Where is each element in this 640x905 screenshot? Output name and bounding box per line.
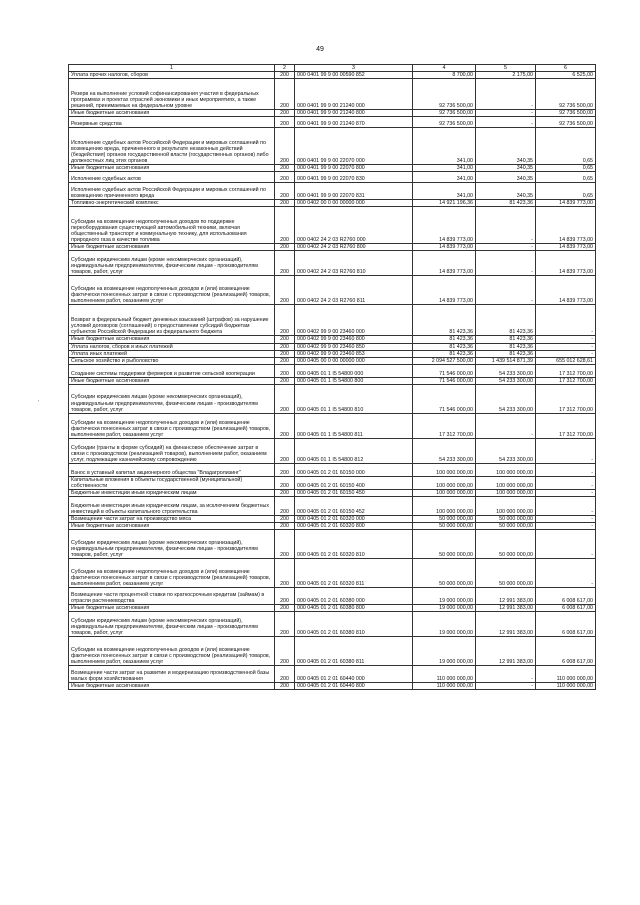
row-budget-code-cell: 000 0402 00 0 00 00000 000 xyxy=(295,199,413,206)
table-row xyxy=(69,343,596,350)
table-row xyxy=(69,530,596,559)
row-name-cell: Иные бюджетные ассигнования xyxy=(69,682,275,689)
row-budget-code-cell: 000 0401 99 9 00 22070 800 xyxy=(295,165,413,172)
row-approved-cell: 2 094 527 500,00 xyxy=(413,357,476,364)
row-executed-cell: 100 000 000,00 xyxy=(476,497,536,516)
row-unexecuted-cell: 0,65 xyxy=(536,183,596,200)
row-line-code-cell: 200 xyxy=(275,117,295,128)
table-row xyxy=(69,637,596,666)
table-row xyxy=(69,384,596,413)
table-row xyxy=(69,463,596,476)
table-row xyxy=(69,72,596,79)
table-row xyxy=(69,477,596,490)
row-approved-cell: 14 839 773,00 xyxy=(413,244,476,251)
row-approved-cell: 50 000 000,00 xyxy=(413,523,476,530)
row-executed-cell: 12 991 383,00 xyxy=(476,604,536,611)
row-budget-code-cell: 000 0405 01 2 01 60380 811 xyxy=(295,637,413,666)
row-unexecuted-cell: - xyxy=(536,438,596,463)
row-approved-cell: 341,00 xyxy=(413,183,476,200)
row-budget-code-cell: 000 0405 01 2 01 60320 811 xyxy=(295,559,413,588)
row-line-code-cell: 200 xyxy=(275,183,295,200)
table-row xyxy=(69,611,596,636)
row-unexecuted-cell: - xyxy=(536,490,596,497)
table-row xyxy=(69,438,596,463)
table-row xyxy=(69,523,596,530)
row-executed-cell: 100 000 000,00 xyxy=(476,477,536,490)
row-unexecuted-cell: - xyxy=(536,497,596,516)
row-unexecuted-cell: 17 312 700,00 xyxy=(536,384,596,413)
row-line-code-cell: 200 xyxy=(275,516,295,523)
row-line-code-cell: 200 xyxy=(275,497,295,516)
row-approved-cell: 341,00 xyxy=(413,172,476,183)
table-row xyxy=(69,497,596,516)
row-line-code-cell: 200 xyxy=(275,244,295,251)
header-cell-3: 3 xyxy=(295,65,413,72)
table-row xyxy=(69,79,596,110)
row-name-cell: Иные бюджетные ассигнования xyxy=(69,165,275,172)
row-line-code-cell: 200 xyxy=(275,336,295,343)
row-name-cell: Возврат в федеральный бюджет денежных взысканий (штрафов) за нарушение условий договоров (соглашений) о предоставлении субсидий бюджетам субъектов Российской Федерации из федерального бюджета xyxy=(69,305,275,336)
row-budget-code-cell: 000 0405 01 2 01 60320 800 xyxy=(295,523,413,530)
row-unexecuted-cell: 14 839 773,00 xyxy=(536,206,596,243)
row-line-code-cell: 200 xyxy=(275,343,295,350)
row-unexecuted-cell: - xyxy=(536,559,596,588)
row-approved-cell: 92 736 500,00 xyxy=(413,117,476,128)
row-approved-cell: 81 423,36 xyxy=(413,305,476,336)
row-approved-cell: 14 839 773,00 xyxy=(413,276,476,305)
row-executed-cell: 100 000 000,00 xyxy=(476,463,536,476)
row-budget-code-cell: 000 0402 99 9 00 23460 853 xyxy=(295,350,413,357)
table-row xyxy=(69,364,596,377)
table-row xyxy=(69,490,596,497)
row-approved-cell: 92 736 500,00 xyxy=(413,110,476,117)
row-approved-cell: 81 423,36 xyxy=(413,343,476,350)
row-line-code-cell: 200 xyxy=(275,637,295,666)
table-row xyxy=(69,559,596,588)
row-approved-cell: 54 233 300,00 xyxy=(413,438,476,463)
row-unexecuted-cell: 92 736 500,00 xyxy=(536,110,596,117)
row-unexecuted-cell: 14 839 773,00 xyxy=(536,244,596,251)
row-budget-code-cell: 000 0401 99 9 00 21240 000 xyxy=(295,79,413,110)
row-unexecuted-cell: 0,65 xyxy=(536,165,596,172)
row-approved-cell: 19 000 000,00 xyxy=(413,637,476,666)
row-budget-code-cell: 000 0402 24 2 03 R2760 811 xyxy=(295,276,413,305)
row-unexecuted-cell: 17 312 700,00 xyxy=(536,377,596,384)
row-unexecuted-cell: 6 008 617,00 xyxy=(536,611,596,636)
row-name-cell: Субсидии юридическим лицам (кроме некоммерческих организаций), индивидуальным предпринимателям, физическим лицам - производителям товаров, работ, услуг xyxy=(69,530,275,559)
row-budget-code-cell: 000 0405 01 2 01 60150 000 xyxy=(295,463,413,476)
row-executed-cell: 81 423,36 xyxy=(476,305,536,336)
budget-table xyxy=(68,64,596,690)
row-budget-code-cell: 000 0405 01 2 01 60440 000 xyxy=(295,665,413,682)
row-name-cell: Исполнение судебных актов xyxy=(69,172,275,183)
row-budget-code-cell: 000 0402 99 9 00 23460 850 xyxy=(295,343,413,350)
row-unexecuted-cell: 17 312 700,00 xyxy=(536,413,596,438)
row-name-cell: Иные бюджетные ассигнования xyxy=(69,523,275,530)
row-name-cell: Исполнение судебных актов Российской Федерации и мировых соглашений по возмещению вреда, причиненного в результате незаконных действий (бездействия) органов государственной власти (государственных органов) либо должностных лиц этих органов xyxy=(69,128,275,165)
row-budget-code-cell: 000 0405 01 1 I5 54800 800 xyxy=(295,377,413,384)
row-unexecuted-cell: - xyxy=(536,516,596,523)
row-executed-cell: - xyxy=(476,244,536,251)
row-unexecuted-cell: 6 008 617,00 xyxy=(536,604,596,611)
row-unexecuted-cell: 6 008 617,00 xyxy=(536,637,596,666)
row-budget-code-cell: 000 0405 01 2 01 60150 400 xyxy=(295,477,413,490)
row-unexecuted-cell: - xyxy=(536,523,596,530)
row-executed-cell: 54 233 300,00 xyxy=(476,438,536,463)
row-line-code-cell: 200 xyxy=(275,165,295,172)
row-line-code-cell: 200 xyxy=(275,438,295,463)
row-budget-code-cell: 000 0405 01 2 01 60320 000 xyxy=(295,516,413,523)
row-executed-cell: 100 000 000,00 xyxy=(476,490,536,497)
row-name-cell: Субсидии юридическим лицам (кроме некоммерческих организаций), индивидуальным предпринимателям, физическим лицам - производителям товаров, работ, услуг xyxy=(69,611,275,636)
row-executed-cell: 50 000 000,00 xyxy=(476,516,536,523)
row-executed-cell: 81 423,36 xyxy=(476,350,536,357)
row-budget-code-cell: 000 0405 01 2 01 60380 810 xyxy=(295,611,413,636)
row-budget-code-cell: 000 0405 01 2 01 60150 450 xyxy=(295,490,413,497)
row-approved-cell: 8 700,00 xyxy=(413,72,476,79)
row-executed-cell: - xyxy=(476,251,536,276)
row-executed-cell: 340,35 xyxy=(476,172,536,183)
row-line-code-cell: 200 xyxy=(275,604,295,611)
row-unexecuted-cell: - xyxy=(536,350,596,357)
row-name-cell: Сельское хозяйство и рыболовство xyxy=(69,357,275,364)
row-line-code-cell: 200 xyxy=(275,463,295,476)
row-executed-cell: - xyxy=(476,276,536,305)
row-name-cell: Исполнение судебных актов Российской Федерации и мировых соглашений по возмещению причиненного вреда xyxy=(69,183,275,200)
table-row xyxy=(69,305,596,336)
header-cell-4: 4 xyxy=(413,65,476,72)
row-name-cell: Капитальные вложения в объекты государственной (муниципальной) собственности xyxy=(69,477,275,490)
table-row xyxy=(69,183,596,200)
row-unexecuted-cell: - xyxy=(536,305,596,336)
row-executed-cell: 81 423,36 xyxy=(476,199,536,206)
table-row xyxy=(69,172,596,183)
row-unexecuted-cell: 6 008 617,00 xyxy=(536,588,596,605)
row-budget-code-cell: 000 0401 99 9 00 22070 000 xyxy=(295,128,413,165)
row-line-code-cell: 200 xyxy=(275,206,295,243)
row-executed-cell: 54 233 300,00 xyxy=(476,384,536,413)
table-row xyxy=(69,377,596,384)
row-budget-code-cell: 000 0405 00 0 00 00000 000 xyxy=(295,357,413,364)
row-executed-cell: 54 233 300,00 xyxy=(476,377,536,384)
row-unexecuted-cell: 110 000 000,00 xyxy=(536,682,596,689)
row-approved-cell: 19 000 000,00 xyxy=(413,588,476,605)
row-budget-code-cell: 000 0402 99 9 00 23460 800 xyxy=(295,336,413,343)
table-row xyxy=(69,244,596,251)
table-row xyxy=(69,516,596,523)
row-budget-code-cell: 000 0405 01 2 01 60380 000 xyxy=(295,588,413,605)
row-line-code-cell: 200 xyxy=(275,110,295,117)
row-approved-cell: 81 423,36 xyxy=(413,350,476,357)
row-approved-cell: 92 736 500,00 xyxy=(413,79,476,110)
row-budget-code-cell: 000 0401 99 9 00 21240 870 xyxy=(295,117,413,128)
page-number: 49 xyxy=(316,46,324,53)
row-executed-cell: 50 000 000,00 xyxy=(476,530,536,559)
table-row xyxy=(69,357,596,364)
row-approved-cell: 100 000 000,00 xyxy=(413,477,476,490)
row-executed-cell: - xyxy=(476,117,536,128)
row-executed-cell: 54 233 300,00 xyxy=(476,364,536,377)
row-approved-cell: 100 000 000,00 xyxy=(413,490,476,497)
row-name-cell: Уплата иных платежей xyxy=(69,350,275,357)
row-unexecuted-cell: - xyxy=(536,336,596,343)
row-executed-cell: 340,35 xyxy=(476,165,536,172)
row-executed-cell: 81 423,36 xyxy=(476,336,536,343)
row-line-code-cell: 200 xyxy=(275,305,295,336)
row-budget-code-cell: 000 0401 99 9 00 21240 800 xyxy=(295,110,413,117)
margin-mark: ʼ xyxy=(38,400,40,406)
table-row xyxy=(69,588,596,605)
row-approved-cell: 50 000 000,00 xyxy=(413,516,476,523)
header-row xyxy=(69,65,596,72)
row-line-code-cell: 200 xyxy=(275,276,295,305)
row-line-code-cell: 200 xyxy=(275,413,295,438)
row-budget-code-cell: 000 0402 24 2 03 R2760 810 xyxy=(295,251,413,276)
table-row xyxy=(69,604,596,611)
row-line-code-cell: 200 xyxy=(275,665,295,682)
row-line-code-cell: 200 xyxy=(275,72,295,79)
row-name-cell: Субсидии (гранты в форме субсидий) на финансовое обеспечение затрат в связи с производством (реализацией товаров), выполнением работ, оказанием услуг, подлежащие казначейскому сопровождению xyxy=(69,438,275,463)
row-unexecuted-cell: 92 736 500,00 xyxy=(536,79,596,110)
row-executed-cell: - xyxy=(476,682,536,689)
row-budget-code-cell: 000 0401 99 9 00 22070 831 xyxy=(295,183,413,200)
row-name-cell: Возмещение части процентной ставки по краткосрочным кредитам (займам) в отрасли растениеводства xyxy=(69,588,275,605)
row-unexecuted-cell: 17 312 700,00 xyxy=(536,364,596,377)
row-name-cell: Топливно-энергетический комплекс xyxy=(69,199,275,206)
row-approved-cell: 71 546 000,00 xyxy=(413,377,476,384)
row-name-cell: Иные бюджетные ассигнования xyxy=(69,604,275,611)
row-approved-cell: 50 000 000,00 xyxy=(413,530,476,559)
header-cell-2: 2 xyxy=(275,65,295,72)
row-executed-cell: 12 991 383,00 xyxy=(476,588,536,605)
row-line-code-cell: 200 xyxy=(275,384,295,413)
row-approved-cell: 14 921 196,36 xyxy=(413,199,476,206)
row-executed-cell: 50 000 000,00 xyxy=(476,523,536,530)
row-executed-cell: 12 991 383,00 xyxy=(476,637,536,666)
row-name-cell: Субсидии на возмещение недополученных доходов и (или) возмещение фактически понесенных затрат в связи с производством (реализацией) товаров, выполнением работ, оказанием услуг xyxy=(69,637,275,666)
row-approved-cell: 341,00 xyxy=(413,128,476,165)
row-budget-code-cell: 000 0405 01 2 01 60150 452 xyxy=(295,497,413,516)
row-budget-code-cell: 000 0401 99 9 00 22070 830 xyxy=(295,172,413,183)
header-cell-5: 5 xyxy=(476,65,536,72)
row-unexecuted-cell: 110 000 000,00 xyxy=(536,665,596,682)
table-row xyxy=(69,128,596,165)
row-unexecuted-cell: - xyxy=(536,343,596,350)
row-line-code-cell: 200 xyxy=(275,490,295,497)
row-name-cell: Возмещение части затрат на производство мяса xyxy=(69,516,275,523)
row-name-cell: Иные бюджетные ассигнования xyxy=(69,244,275,251)
row-unexecuted-cell: 14 839 773,00 xyxy=(536,199,596,206)
row-line-code-cell: 200 xyxy=(275,128,295,165)
row-line-code-cell: 200 xyxy=(275,350,295,357)
row-name-cell: Субсидии на возмещение недополученных доходов и (или) возмещение фактически понесенных затрат в связи с производством (реализацией) товаров, выполнением работ, оказанием услуг xyxy=(69,559,275,588)
row-unexecuted-cell: 14 839 773,00 xyxy=(536,276,596,305)
row-line-code-cell: 200 xyxy=(275,199,295,206)
row-approved-cell: 71 546 000,00 xyxy=(413,384,476,413)
row-executed-cell: 340,35 xyxy=(476,183,536,200)
row-approved-cell: 81 423,36 xyxy=(413,336,476,343)
row-unexecuted-cell: - xyxy=(536,463,596,476)
row-approved-cell: 110 000 000,00 xyxy=(413,682,476,689)
row-executed-cell: 12 991 383,00 xyxy=(476,611,536,636)
table-row xyxy=(69,665,596,682)
row-line-code-cell: 200 xyxy=(275,377,295,384)
row-line-code-cell: 200 xyxy=(275,523,295,530)
row-line-code-cell: 200 xyxy=(275,364,295,377)
row-approved-cell: 341,00 xyxy=(413,165,476,172)
row-executed-cell: - xyxy=(476,110,536,117)
table-row xyxy=(69,682,596,689)
table-row xyxy=(69,110,596,117)
table-row xyxy=(69,117,596,128)
row-budget-code-cell: 000 0405 01 1 I5 54800 810 xyxy=(295,384,413,413)
row-line-code-cell: 200 xyxy=(275,172,295,183)
header-cell-6: 6 xyxy=(536,65,596,72)
row-name-cell: Создание системы поддержки фермеров и развитие сельской кооперации xyxy=(69,364,275,377)
row-approved-cell: 19 000 000,00 xyxy=(413,604,476,611)
row-name-cell: Уплата прочих налогов, сборов xyxy=(69,72,275,79)
row-name-cell: Резерв на выполнение условий софинансирования участия в федеральных программах и проектах отраслей экономики и иных мероприятиях, а также решений, принимаемых на федеральном уровне xyxy=(69,79,275,110)
row-line-code-cell: 200 xyxy=(275,357,295,364)
row-name-cell: Субсидии юридическим лицам (кроме некоммерческих организаций), индивидуальным предпринимателям, физическим лицам - производителям товаров, работ, услуг xyxy=(69,251,275,276)
row-budget-code-cell: 000 0402 24 2 03 R2760 000 xyxy=(295,206,413,243)
row-executed-cell: 340,35 xyxy=(476,128,536,165)
row-budget-code-cell: 000 0405 01 2 01 60440 800 xyxy=(295,682,413,689)
row-line-code-cell: 200 xyxy=(275,559,295,588)
table-row xyxy=(69,251,596,276)
row-name-cell: Бюджетные инвестиции иным юридическим лицам, за исключением бюджетных инвестиций в объекты капитального строительства xyxy=(69,497,275,516)
table-row xyxy=(69,206,596,243)
row-name-cell: Субсидии на возмещение недополученных доходов по поддержке переоборудования существующей автомобильной техники, включая общественный транспорт и коммунальную технику, для использования природного газа в качестве топлива xyxy=(69,206,275,243)
row-name-cell: Возмещение части затрат на развитие и модернизацию производственной базы малых форм хозяйствования xyxy=(69,665,275,682)
row-budget-code-cell: 000 0405 01 2 01 60380 800 xyxy=(295,604,413,611)
row-executed-cell: 50 000 000,00 xyxy=(476,559,536,588)
row-name-cell: Резервные средства xyxy=(69,117,275,128)
row-executed-cell: 2 175,00 xyxy=(476,72,536,79)
row-budget-code-cell: 000 0405 01 2 01 60320 810 xyxy=(295,530,413,559)
row-approved-cell: 100 000 000,00 xyxy=(413,497,476,516)
header-cell-1: 1 xyxy=(69,65,275,72)
row-executed-cell: 81 423,36 xyxy=(476,343,536,350)
row-approved-cell: 14 839 773,00 xyxy=(413,251,476,276)
row-executed-cell: - xyxy=(476,413,536,438)
row-approved-cell: 100 000 000,00 xyxy=(413,463,476,476)
row-unexecuted-cell: - xyxy=(536,477,596,490)
row-unexecuted-cell: 0,65 xyxy=(536,128,596,165)
row-line-code-cell: 200 xyxy=(275,477,295,490)
table-row xyxy=(69,276,596,305)
row-name-cell: Субсидии юридическим лицам (кроме некоммерческих организаций), индивидуальным предпринимателям, физическим лицам - производителям товаров, работ, услуг xyxy=(69,384,275,413)
row-approved-cell: 71 546 000,00 xyxy=(413,364,476,377)
table-row xyxy=(69,413,596,438)
row-approved-cell: 17 312 700,00 xyxy=(413,413,476,438)
row-budget-code-cell: 000 0402 99 9 00 23460 000 xyxy=(295,305,413,336)
row-unexecuted-cell: 92 736 500,00 xyxy=(536,117,596,128)
row-name-cell: Субсидии на возмещение недополученных доходов и (или) возмещение фактически понесенных затрат в связи с производством (реализацией) товаров, выполнением работ, оказанием услуг xyxy=(69,413,275,438)
table-row xyxy=(69,165,596,172)
row-line-code-cell: 200 xyxy=(275,530,295,559)
row-budget-code-cell: 000 0405 01 1 I5 54800 000 xyxy=(295,364,413,377)
row-unexecuted-cell: 6 525,00 xyxy=(536,72,596,79)
row-unexecuted-cell: 0,65 xyxy=(536,172,596,183)
row-budget-code-cell: 000 0402 24 2 03 R2760 800 xyxy=(295,244,413,251)
row-approved-cell: 110 000 000,00 xyxy=(413,665,476,682)
row-line-code-cell: 200 xyxy=(275,588,295,605)
row-unexecuted-cell: 14 839 773,00 xyxy=(536,251,596,276)
row-executed-cell: 1 439 514 871,39 xyxy=(476,357,536,364)
row-line-code-cell: 200 xyxy=(275,682,295,689)
row-approved-cell: 19 000 000,00 xyxy=(413,611,476,636)
row-unexecuted-cell: 655 012 628,61 xyxy=(536,357,596,364)
row-line-code-cell: 200 xyxy=(275,251,295,276)
row-name-cell: Иные бюджетные ассигнования xyxy=(69,377,275,384)
row-name-cell: Субсидии на возмещение недополученных доходов и (или) возмещение фактически понесенных затрат в связи с производством (реализацией) товаров, выполнением работ, оказанием услуг xyxy=(69,276,275,305)
row-name-cell: Иные бюджетные ассигнования xyxy=(69,110,275,117)
row-name-cell: Бюджетные инвестиции иным юридическим лицам xyxy=(69,490,275,497)
row-name-cell: Уплата налогов, сборов и иных платежей xyxy=(69,343,275,350)
row-name-cell: Иные бюджетные ассигнования xyxy=(69,336,275,343)
row-budget-code-cell: 000 0405 01 1 I5 54800 812 xyxy=(295,438,413,463)
row-approved-cell: 14 839 773,00 xyxy=(413,206,476,243)
row-executed-cell: - xyxy=(476,665,536,682)
row-name-cell: Взнос в уставный капитал акционерного общества "Владагролизинг" xyxy=(69,463,275,476)
row-line-code-cell: 200 xyxy=(275,79,295,110)
row-executed-cell: - xyxy=(476,79,536,110)
table-row xyxy=(69,199,596,206)
row-unexecuted-cell: - xyxy=(536,530,596,559)
row-budget-code-cell: 000 0405 01 1 I5 54800 811 xyxy=(295,413,413,438)
table-row xyxy=(69,350,596,357)
row-executed-cell: - xyxy=(476,206,536,243)
row-budget-code-cell: 000 0401 99 9 00 00590 852 xyxy=(295,72,413,79)
row-line-code-cell: 200 xyxy=(275,611,295,636)
row-approved-cell: 50 000 000,00 xyxy=(413,559,476,588)
table-row xyxy=(69,336,596,343)
